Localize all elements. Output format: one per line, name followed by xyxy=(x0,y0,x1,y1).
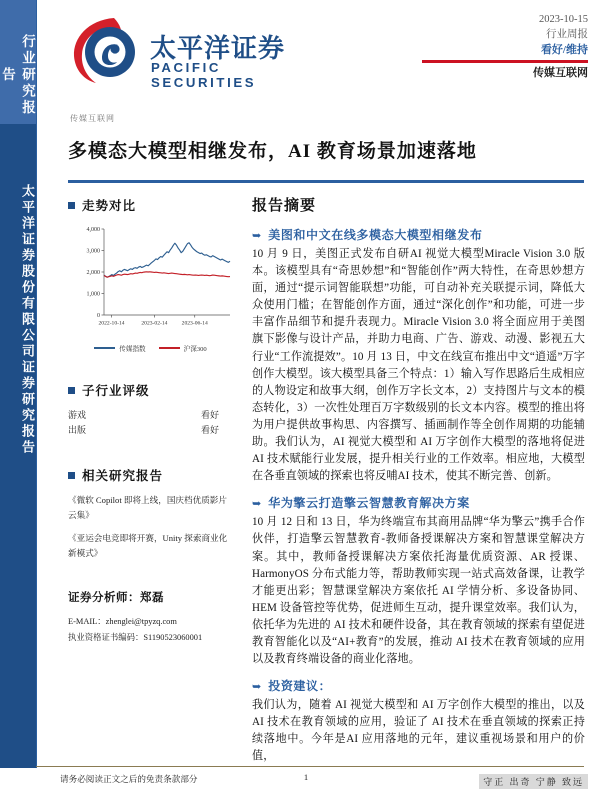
arrow-right-icon: ➥ xyxy=(252,498,262,511)
legend-swatch-media-index xyxy=(94,347,115,349)
svg-text:1,000: 1,000 xyxy=(86,291,100,298)
subsection-body: 我们认为，随着 AI 视觉大模型和 AI 万字创作大模型的推出，以及 AI 技术在教育领域的应用，验证了 AI 技术在垂直领域的探索正持续落地中。今年是AI 应用落地的元年，建议重视场景和用户的价值， xyxy=(252,699,585,763)
logo-text-en: PACIFIC SECURITIES xyxy=(151,60,257,90)
sidebar-label-company: 太平洋证券股份有限公司证券研究报告 xyxy=(20,184,35,456)
legend-swatch-csi300 xyxy=(159,347,180,349)
pacific-securities-emblem-icon xyxy=(68,14,140,86)
analyst-email[interactable]: E-MAIL：zhenglei@tpyzq.com xyxy=(68,617,177,626)
svg-text:0: 0 xyxy=(97,313,100,320)
report-kind: 行业周报 xyxy=(546,29,588,40)
related-heading: 相关研究报告 xyxy=(82,469,164,483)
analyst-name: 证券分析师：郑磊 xyxy=(68,592,164,604)
rating-row-name: 游戏 xyxy=(68,410,87,420)
subsection-title: 投资建议： xyxy=(268,679,332,694)
summary-section xyxy=(252,226,585,485)
page-number: 1 xyxy=(303,772,309,782)
footer-slogan: 守正 出奇 宁静 致远 xyxy=(479,774,588,789)
svg-text:2,000: 2,000 xyxy=(86,270,100,277)
bullet-square-icon xyxy=(68,202,75,209)
subsection-title: 华为擎云打造擎云智慧教育解决方案 xyxy=(268,496,470,511)
rating-row-value: 看好 xyxy=(200,410,219,420)
list-item[interactable]: 《亚运会电竞即将开赛，Unity 探索商业化新模式》 xyxy=(68,533,228,558)
header-meta xyxy=(398,12,588,81)
legend-label-1: 沪深300 xyxy=(183,346,207,353)
svg-text:4,000: 4,000 xyxy=(86,227,100,234)
left-column xyxy=(68,196,233,646)
rating-row-name: 出版 xyxy=(68,425,87,435)
rating-badge: 看好/维持 xyxy=(540,44,588,56)
ratings-heading: 子行业评级 xyxy=(82,384,150,398)
svg-text:3,000: 3,000 xyxy=(86,248,100,255)
sector-name: 传媒互联网 xyxy=(533,66,588,79)
analyst-license: 执业资格证书编码：S1190523060001 xyxy=(68,633,203,642)
table-row xyxy=(68,423,233,438)
right-column xyxy=(252,194,585,775)
legend-label-0: 传媒指数 xyxy=(119,346,146,353)
subsection-title: 美图和中文在线多模态大模型相继发布 xyxy=(268,228,483,242)
arrow-right-icon: ➥ xyxy=(252,230,262,242)
chart-legend xyxy=(68,343,233,353)
subsection-header xyxy=(252,677,585,694)
table-row xyxy=(68,408,233,423)
company-logo xyxy=(68,14,293,90)
subsection-body: 10 月 12 日和 13 日，华为终端宣布其商用品牌“华为擎云”携手合作伙伴，打造擎云智慧教育-教师备授课解决方案和智慧课堂解决方案。其中，教师备授课解决方案依托海量优质资源、AR 授课、HarmonyOS 分布式能力等，帮助教师实现一站式高效备课，让教学才能更出彩；智慧课堂解决方案依托 AI 学情分析、多设备协同、HEM 设备管控等优势，促进师生互动，提升课堂效率。我们认为，依托华为先进的 AI 技术和硬件设备，其在教育领域的探索有望促进教育智能化以及“AI+教育”的发展，推动 AI 技术在教育领域的应用以及教育终端设备的商业化落地。 xyxy=(252,516,585,666)
svg-text:2022-10-14: 2022-10-14 xyxy=(98,320,125,327)
trend-heading: 走势对比 xyxy=(82,199,137,213)
summary-heading: 报告摘要 xyxy=(252,198,317,214)
summary-section xyxy=(252,494,585,668)
svg-text:2023-06-14: 2023-06-14 xyxy=(181,320,208,327)
left-sidebar xyxy=(0,0,37,792)
sector-tag: 传媒互联网 xyxy=(70,114,115,123)
list-item[interactable]: 《微软 Copilot 即将上线，国庆档优质影片云集》 xyxy=(68,495,227,520)
subsection-body: 10 月 9 日，美图正式发布自研AI 视觉大模型Miracle Vision 3.0 版本。该模型具有“奇思妙想”和“智能创作”两大特性，在奇思妙想方面，通过“提示词智能联想”功能，可自动补充关联提示词，降低大众使用门槛；在智能创作方面，通过“深化创作”和功能，可进一步丰富作品细节和提升表现力。Miracle Vision 3.0 将全面应用于美图旗下影像与设计产品，并助力电商、广告、游戏、动漫、影视五大行业“工作流提效”。10 月 13 日，中文在线宣布推出中文“逍遥”万字创作大模型。该大模型具备三个特点：1）输入写作思路后生成相应的人物设定和故事大纲，创作万字长文本，2）支持图片与文本的模态转化，3）一次性处理百万字数级别的长文本内容。模型的推出将为用户提供故事构思、内容撰写、插画制作等全创作周期的功能辅助。我们认为，AI 视觉大模型和 AI 万字创作大模型的落地将促进 AI 技术赋能行业发展，提升相关行业的工作效率。相应地，大模型在各垂直领域的探索也将反哺AI 技术，使其不断完善、创新。 xyxy=(252,248,585,483)
bullet-square-icon xyxy=(68,472,75,479)
logo-text-cn: 太平洋证券 xyxy=(150,33,286,63)
sidebar-label-research-report: 行业研究报告 xyxy=(0,33,35,117)
footer-divider xyxy=(36,766,584,767)
ratings-section-header xyxy=(68,381,233,399)
subsection-header xyxy=(252,226,585,243)
legend-item-0 xyxy=(94,343,145,353)
header-accent-rule xyxy=(422,60,588,63)
trend-section-header xyxy=(68,196,233,214)
bullet-square-icon xyxy=(68,387,75,394)
report-date: 2023-10-15 xyxy=(539,14,588,25)
legend-item-1 xyxy=(159,343,207,353)
rating-row-value: 看好 xyxy=(200,425,219,435)
trend-chart xyxy=(68,223,233,341)
related-section-header xyxy=(68,466,233,484)
footer-disclaimer: 请务必阅读正文之后的免责条款部分 xyxy=(60,774,198,784)
arrow-right-icon: ➥ xyxy=(252,681,262,694)
title-divider xyxy=(68,180,584,183)
subsection-header xyxy=(252,494,585,511)
svg-text:2023-02-14: 2023-02-14 xyxy=(141,320,168,327)
summary-section xyxy=(252,677,585,765)
page-title: 多模态大模型相继发布，AI 教育场景加速落地 xyxy=(68,141,477,162)
